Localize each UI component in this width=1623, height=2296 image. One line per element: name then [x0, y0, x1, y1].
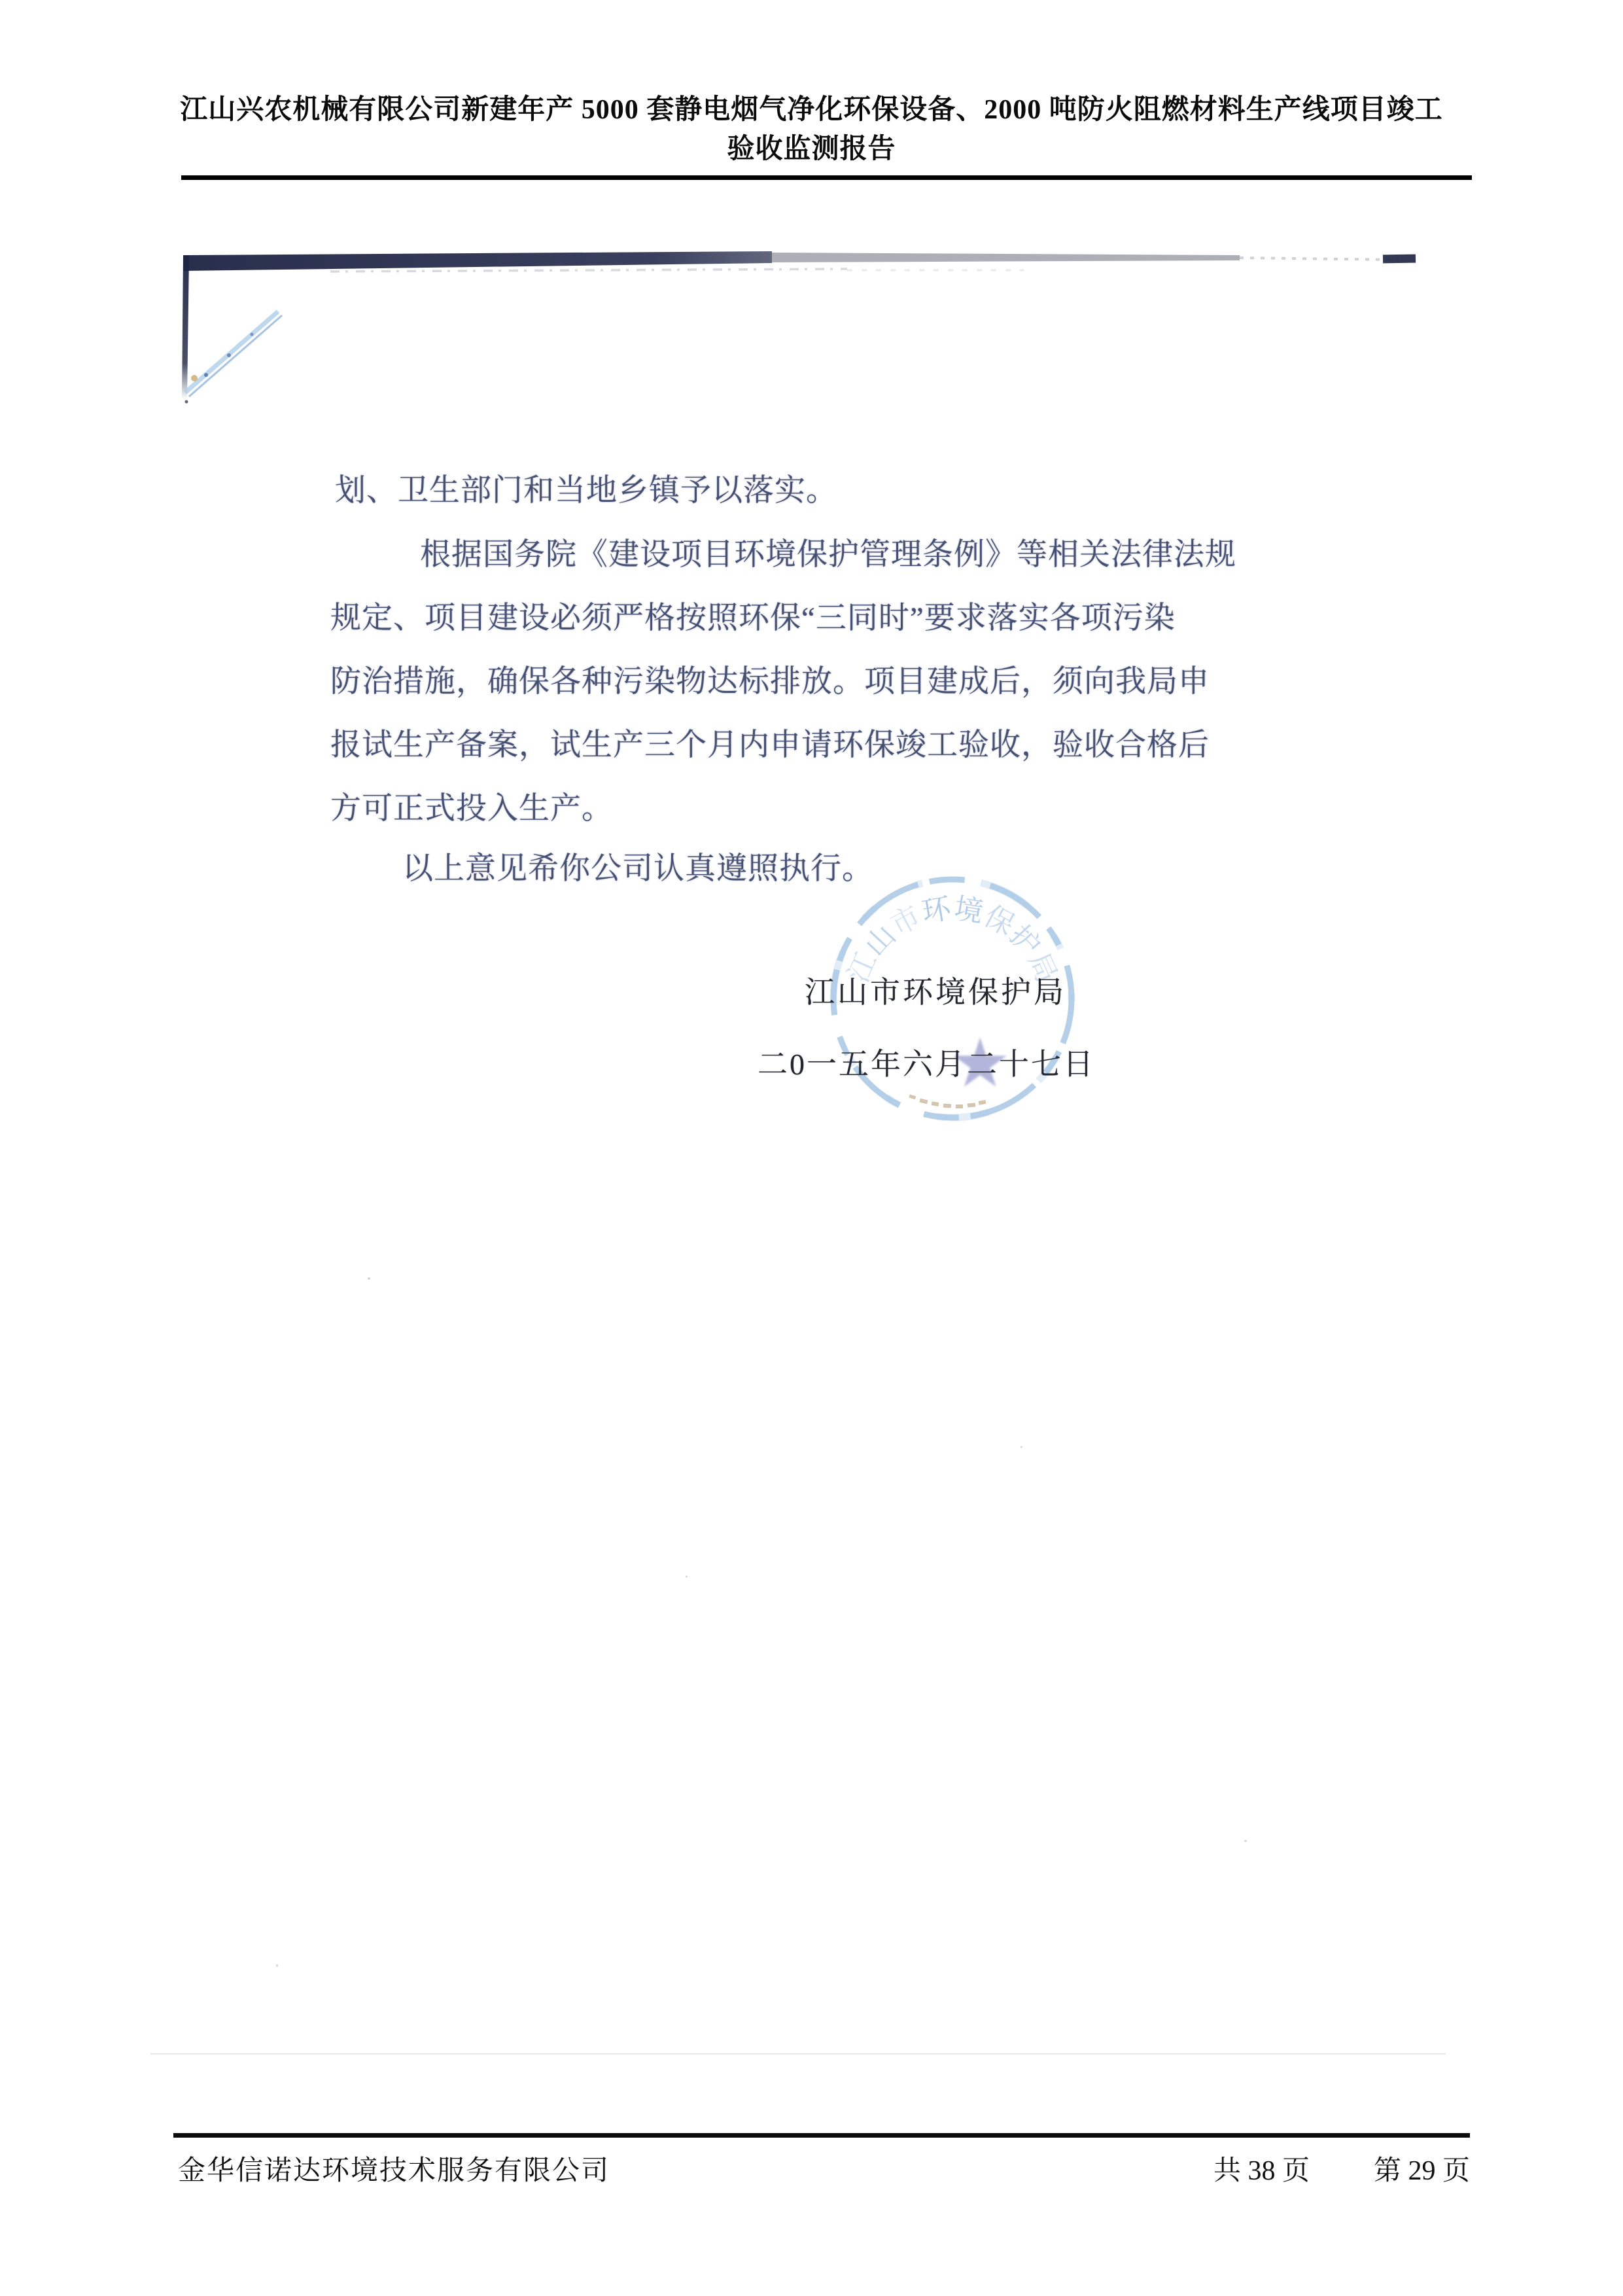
scan-top-border-right-dash: [1383, 255, 1416, 264]
letter-line: 以上意见希你公司认真遵照执行。: [402, 852, 873, 886]
paper-speck: [1021, 1446, 1022, 1448]
scratch-dot: [185, 400, 188, 404]
seal-arc-character: 保: [979, 900, 1020, 942]
report-title-line2: 验收监测报告: [727, 134, 896, 164]
paper-speck: [276, 1964, 278, 1967]
scan-streak: [330, 269, 847, 272]
seal-arc-character: 山: [858, 919, 902, 963]
seal-arc-character: 护: [1003, 919, 1047, 963]
letter-line: 规定、项目建设必须严格按照环保“三同时”要求落实各项污染: [330, 601, 1176, 635]
footer-current-page: 第 29 页: [1373, 2156, 1470, 2186]
seal-arc-character: 市: [885, 900, 926, 942]
seal-bottom-text-fragments: [909, 1095, 986, 1108]
footer-total-pages: 共 38 页: [1213, 2156, 1310, 2186]
signature-date: 二0一五年六月二十七日: [758, 1048, 1095, 1081]
letter-line: 方可正式投入生产。: [330, 792, 613, 826]
paper-speck: [368, 1277, 370, 1280]
footer-rule: [173, 2133, 1470, 2138]
scan-top-border-gray: [772, 253, 1240, 262]
letter-line: 根据国务院《建设项目环境保护管理条例》等相关法律法规: [420, 538, 1236, 572]
footer-company: 金华信诺达环境技术服务有限公司: [178, 2156, 610, 2186]
report-title-line1: 江山兴农机械有限公司新建年产 5000 套静电烟气净化环保设备、2000 吨防火阻燃材料生产线项目竣工: [180, 95, 1443, 125]
scan-top-border-faint: [1240, 258, 1398, 260]
scan-bottom-edge: [150, 2053, 1446, 2055]
letter-line: 防治措施，确保各种污染物达标排放。项目建成后，须向我局申: [330, 665, 1210, 699]
scan-scratch-light: [185, 311, 278, 393]
scan-border-artifact: [167, 241, 1429, 424]
scan-scratch-dark: [189, 315, 282, 397]
scan-left-border: [182, 255, 189, 399]
paper-speck: [686, 1576, 688, 1578]
seal-arc-character: 江: [842, 947, 883, 987]
report-header-title: [166, 90, 1457, 169]
seal-arc-character: 环: [919, 892, 954, 929]
scan-top-border-dark: [183, 251, 772, 271]
footer-page-info: [1213, 2149, 1470, 2188]
signature-agency: 江山市环境保护局: [805, 976, 1066, 1009]
scratch-dot: [227, 353, 231, 357]
scratch-tan-dot: [191, 375, 198, 381]
seal-arc-character: 局: [1022, 947, 1063, 987]
letter-line: 报试生产备案，试生产三个月内申请环保竣工验收，验收合格后: [330, 728, 1210, 762]
letter-line: 划、卫生部门和当地乡镇予以落实。: [335, 474, 837, 508]
scratch-dot: [204, 373, 208, 377]
seal-arc-character: 境: [951, 892, 986, 929]
header-rule: [181, 175, 1472, 180]
paper-speck: [1244, 1840, 1247, 1842]
scratch-dot: [251, 333, 254, 336]
